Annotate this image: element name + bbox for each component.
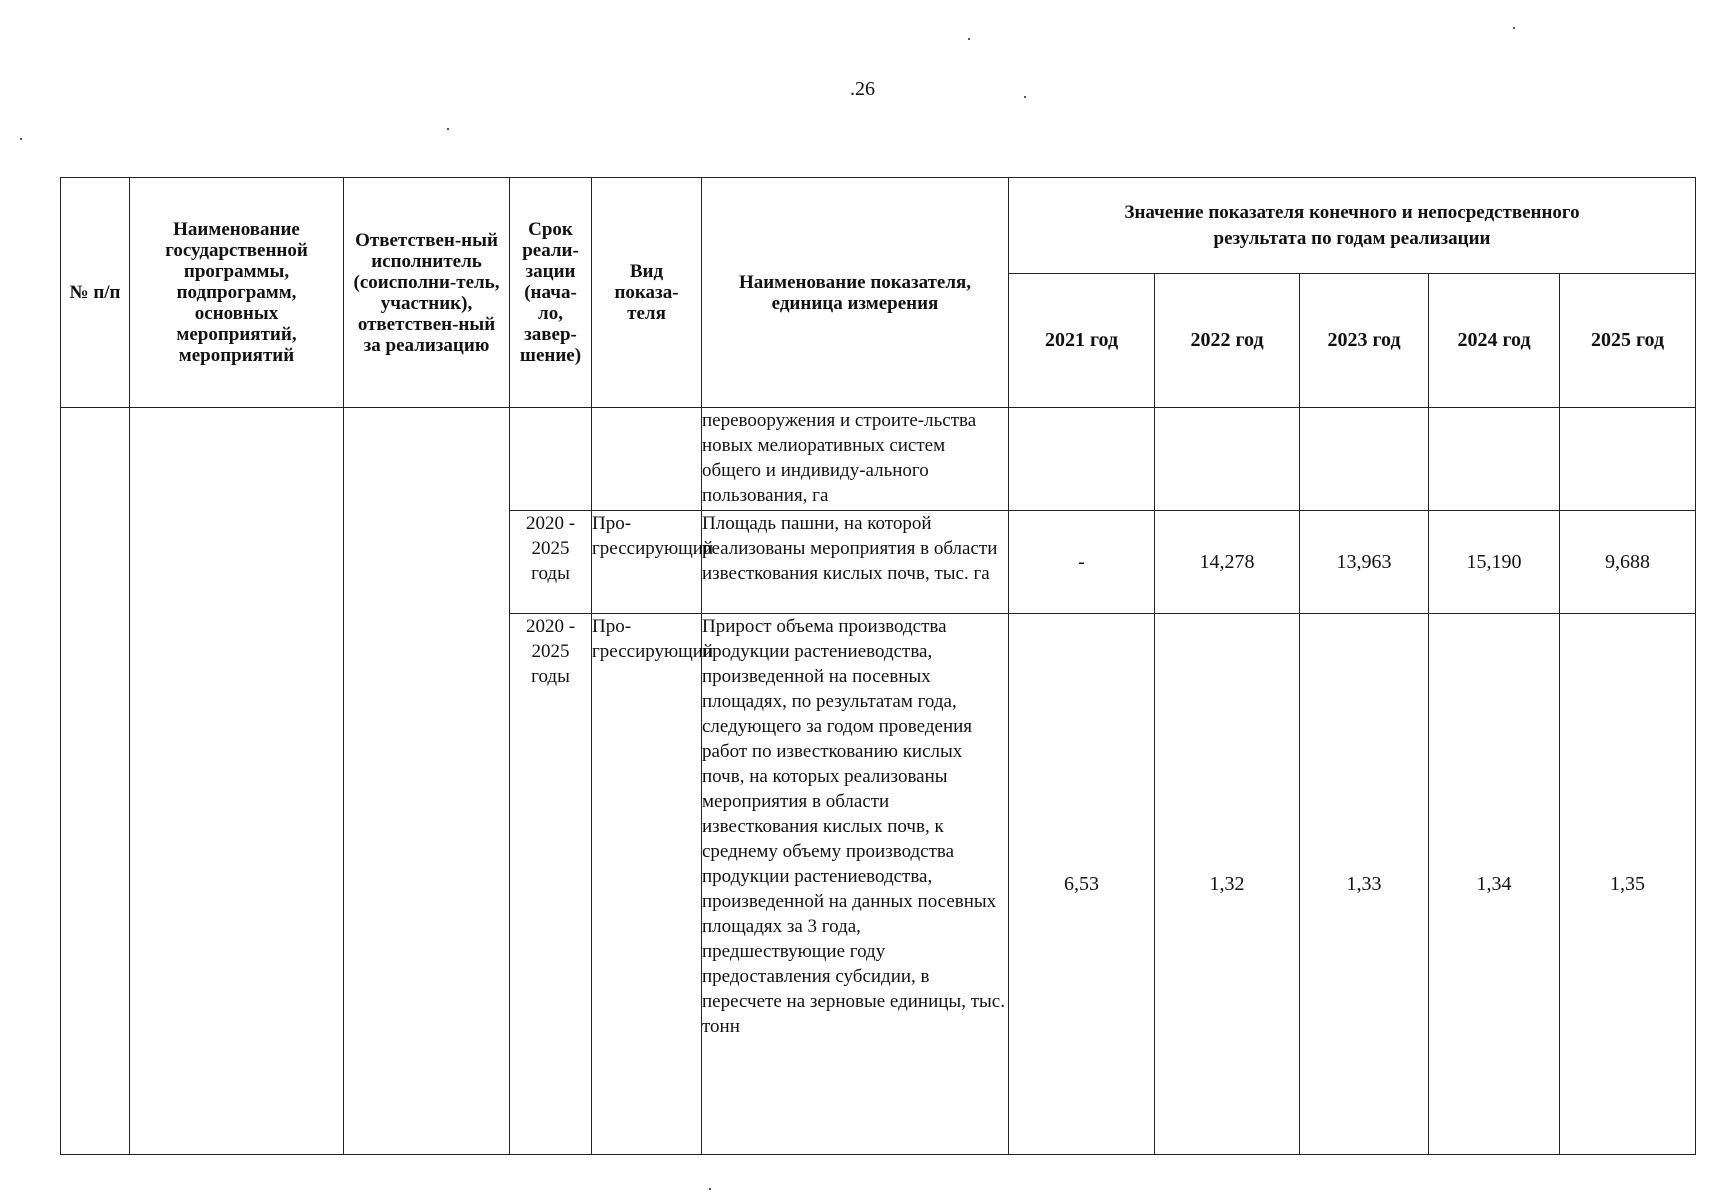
header-num: № п/п	[61, 178, 130, 408]
cell-num	[61, 408, 130, 1155]
page-number: .26	[850, 78, 875, 100]
header-indicator: Наименование показателя, единица измерения	[702, 178, 1009, 408]
cell-period	[510, 408, 592, 511]
header-executor: Ответствен-ный исполнитель (соисполни-тель, участник), ответствен-ный за реализацию	[344, 178, 510, 408]
cell-period: 2020 - 2025 годы	[510, 511, 592, 614]
cell-value-2025	[1560, 408, 1696, 511]
cell-indicator: перевооружения и строите-льства новых мелиоративных систем общего и индивиду-ального пользования, га	[702, 408, 1009, 511]
header-year-2025: 2025 год	[1560, 274, 1696, 408]
cell-value-2021: 6,53	[1009, 614, 1155, 1155]
header-values-group: Значение показателя конечного и непосредственного результата по годам реализации	[1009, 178, 1696, 274]
cell-value-2023: 1,33	[1300, 614, 1429, 1155]
cell-value-2024: 1,34	[1429, 614, 1560, 1155]
cell-type: Про-грессирующий	[592, 614, 702, 1155]
header-year-2023: 2023 год	[1300, 274, 1429, 408]
cell-value-2022: 14,278	[1155, 511, 1300, 614]
header-year-2022: 2022 год	[1155, 274, 1300, 408]
cell-value-2021: -	[1009, 511, 1155, 614]
header-period: Срок реали-зации (нача-ло, завер-шение)	[510, 178, 592, 408]
cell-value-2021	[1009, 408, 1155, 511]
cell-program	[130, 408, 344, 1155]
cell-indicator: Прирост объема производства продукции растениеводства, произведенной на посевных площадях, по результатам года, следующего за годом проведения работ по известкованию кислых почв, на которых реализованы мероприятия в области известкования кислых почв, к среднему объему производства продукции растениеводства, произведенной на данных посевных площадях за 3 года, предшествующие году предоставления субсидии, в пересчете на зерновые единицы, тыс. тонн	[702, 614, 1009, 1155]
cell-value-2024: 15,190	[1429, 511, 1560, 614]
indicator-table	[60, 177, 1696, 1155]
cell-executor	[344, 408, 510, 1155]
cell-value-2023	[1300, 408, 1429, 511]
scan-speck	[968, 38, 970, 40]
cell-value-2025: 1,35	[1560, 614, 1696, 1155]
scan-speck	[1024, 96, 1026, 98]
cell-value-2023: 13,963	[1300, 511, 1429, 614]
scan-speck	[20, 138, 22, 140]
scan-speck	[1513, 27, 1515, 29]
table-row	[61, 408, 1696, 511]
cell-value-2022: 1,32	[1155, 614, 1300, 1155]
scan-speck	[709, 1188, 711, 1190]
cell-type	[592, 408, 702, 511]
header-year-2024: 2024 год	[1429, 274, 1560, 408]
cell-value-2024	[1429, 408, 1560, 511]
header-program: Наименование государственной программы, подпрограмм, основных мероприятий, мероприятий	[130, 178, 344, 408]
header-type: Вид показа-теля	[592, 178, 702, 408]
scan-speck	[447, 128, 449, 130]
cell-period: 2020 - 2025 годы	[510, 614, 592, 1155]
cell-value-2025: 9,688	[1560, 511, 1696, 614]
cell-type: Про-грессирующий	[592, 511, 702, 614]
cell-indicator: Площадь пашни, на которой реализованы мероприятия в области известкования кислых почв, тыс. га	[702, 511, 1009, 614]
header-year-2021: 2021 год	[1009, 274, 1155, 408]
cell-value-2022	[1155, 408, 1300, 511]
